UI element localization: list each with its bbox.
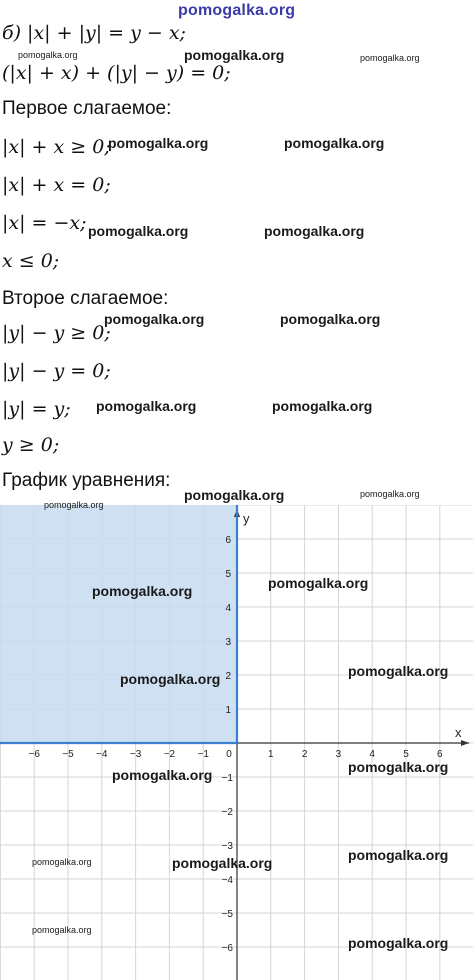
heading-second-term: Второе слагаемое: <box>2 288 169 309</box>
coordinate-graph <box>0 505 473 980</box>
watermark: pomogalka.org <box>264 223 365 239</box>
y-tick-label: −6 <box>221 943 233 954</box>
equation-line-1: б) |x| + |y| = y − x; <box>2 22 186 44</box>
y-tick-label: −1 <box>221 773 233 784</box>
y-tick-label: 3 <box>225 637 231 648</box>
y-tick-label: −4 <box>221 875 233 886</box>
watermark: pomogalka.org <box>96 398 197 414</box>
equation-line-5: |x| = −x; <box>2 212 87 234</box>
equation-line-3: |x| + x ≥ 0; <box>2 136 111 158</box>
watermark: pomogalka.org <box>184 487 285 503</box>
y-tick-label: 1 <box>225 705 231 716</box>
x-tick-label: −4 <box>96 749 108 760</box>
x-tick-label: −3 <box>129 749 142 760</box>
watermark: pomogalka.org <box>348 847 449 863</box>
watermark: pomogalka.org <box>120 671 221 687</box>
x-tick-label: −2 <box>163 749 176 760</box>
watermark: pomogalka.org <box>348 935 449 951</box>
watermark: pomogalka.org <box>112 767 213 783</box>
x-tick-label: 6 <box>437 749 443 760</box>
x-tick-label: 0 <box>226 749 232 760</box>
watermark: pomogalka.org <box>280 311 381 327</box>
x-tick-label: 4 <box>369 749 375 760</box>
watermark: pomogalka.org <box>172 855 273 871</box>
x-tick-label: −6 <box>28 749 40 760</box>
y-tick-label: −2 <box>221 807 233 818</box>
equation-line-7: |y| − y ≥ 0; <box>2 322 111 344</box>
x-axis-arrow <box>461 740 469 746</box>
watermark-top: pomogalka.org <box>178 2 296 19</box>
watermark: pomogalka.org <box>360 489 420 499</box>
watermark: pomogalka.org <box>44 500 104 510</box>
x-tick-label: 1 <box>268 749 274 760</box>
x-tick-label: −1 <box>197 749 209 760</box>
watermark: pomogalka.org <box>348 759 449 775</box>
equation-line-9: |y| = y; <box>2 398 71 420</box>
watermark: pomogalka.org <box>108 135 209 151</box>
y-axis-label: y <box>243 511 250 526</box>
y-tick-label: −5 <box>221 909 233 920</box>
watermark: pomogalka.org <box>268 575 369 591</box>
watermark: pomogalka.org <box>18 50 78 60</box>
equation-line-4: |x| + x = 0; <box>2 174 111 196</box>
y-tick-label: 6 <box>225 535 231 546</box>
equation-line-6: x ≤ 0; <box>2 250 60 272</box>
watermark: pomogalka.org <box>32 857 92 867</box>
y-tick-label: −3 <box>221 841 233 852</box>
watermark: pomogalka.org <box>272 398 373 414</box>
x-tick-label: 2 <box>301 749 308 760</box>
y-tick-label: 5 <box>225 569 231 580</box>
y-tick-label: 4 <box>225 603 231 614</box>
x-tick-label: 3 <box>335 749 342 760</box>
watermark: pomogalka.org <box>348 663 449 679</box>
heading-first-term: Первое слагаемое: <box>2 98 172 119</box>
watermark: pomogalka.org <box>284 135 385 151</box>
heading-graph: График уравнения: <box>2 470 171 491</box>
x-axis-label: x <box>455 725 462 740</box>
watermark: pomogalka.org <box>184 47 285 63</box>
watermark: pomogalka.org <box>88 223 189 239</box>
equation-line-2: (|x| + x) + (|y| − y) = 0; <box>2 62 231 84</box>
watermark: pomogalka.org <box>92 583 193 599</box>
watermark: pomogalka.org <box>32 925 92 935</box>
shaded-region <box>0 505 237 743</box>
watermark: pomogalka.org <box>104 311 205 327</box>
equation-line-10: y ≥ 0; <box>2 434 60 456</box>
y-tick-label: 2 <box>225 671 231 682</box>
x-tick-label: −5 <box>62 749 74 760</box>
x-tick-label: 5 <box>403 749 409 760</box>
equation-line-8: |y| − y = 0; <box>2 360 111 382</box>
watermark: pomogalka.org <box>360 53 420 63</box>
